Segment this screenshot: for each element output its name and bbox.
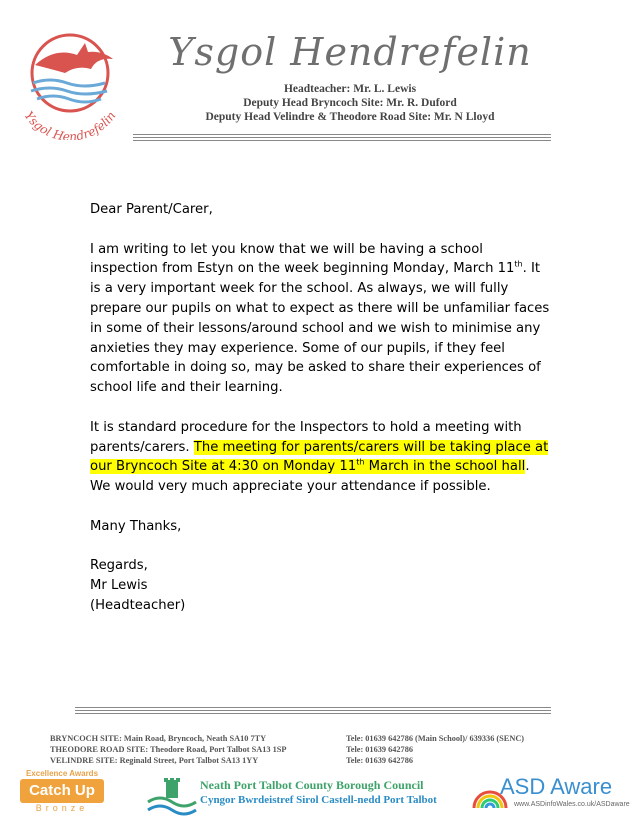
paragraph-inspection: I am writing to let you know that we will be having a school inspection from Estyn on the week beginning Monday, March 11th. It is a very important week for the school. As always, we will fully prepare our pupils on what to expect as there will be unfamiliar faces in some of their lessons/around school and we wish to minimise any anxieties they may experience. Some of our pupils, if they feel comfortable in doing so, may be asked to share their experiences of school life and their learning. bbox=[90, 241, 550, 396]
school-name: Ysgol Hendrefelin bbox=[168, 30, 532, 74]
header-divider bbox=[133, 137, 551, 138]
footer-divider bbox=[75, 713, 551, 714]
header-divider bbox=[133, 140, 551, 141]
headteacher-line: Headteacher: Mr. L. Lewis bbox=[283, 83, 417, 95]
council-logo bbox=[146, 772, 456, 820]
school-logo bbox=[5, 25, 135, 140]
asd-aware-url: www.ASDinfoWales.co.uk/ASDaware bbox=[514, 801, 630, 808]
closing-regards: Regards, bbox=[90, 558, 148, 574]
asd-aware-logo bbox=[470, 770, 630, 822]
deputy-velindre-line: Deputy Head Velindre & Theodore Road Site: Mr. N Lloyd bbox=[205, 111, 495, 123]
salutation: Dear Parent/Carer, bbox=[90, 202, 213, 217]
address-row: VELINDRE SITE: Reginald Street, Port Talbot SA13 1YY Tele: 01639 642786 bbox=[50, 756, 413, 765]
logo-text: Ysgol Hendrefelin bbox=[21, 108, 119, 140]
council-name-welsh: Cyngor Bwrdeistref Sirol Castell-nedd Port Talbot bbox=[200, 794, 437, 806]
catchup-award-logo: Excellence Awards Catch Up Bronze bbox=[12, 769, 112, 821]
footer-divider bbox=[75, 710, 551, 711]
address-row: BRYNCOCH SITE: Main Road, Bryncoch, Neath SA10 7TY Tele: 01639 642786 (Main School)/ 639336 (SENC) bbox=[50, 734, 525, 743]
council-crest-icon bbox=[146, 772, 198, 820]
signer-title: (Headteacher) bbox=[90, 597, 186, 613]
svg-text:Ysgol Hendrefelin bbox=[22, 109, 119, 140]
deputy-bryncoch-line: Deputy Head Bryncoch Site: Mr. R. Duford bbox=[243, 97, 457, 109]
council-name-english: Neath Port Talbot County Borough Council bbox=[200, 778, 424, 792]
header-divider bbox=[133, 134, 551, 135]
letter-body bbox=[90, 200, 550, 616]
site-addresses bbox=[50, 733, 630, 766]
footer-divider bbox=[75, 707, 551, 708]
signer-name: Mr Lewis bbox=[90, 578, 148, 594]
closing-thanks: Many Thanks, bbox=[90, 518, 182, 534]
paragraph-meeting: It is standard procedure for the Inspectors to hold a meeting with parents/carers. The meeting for parents/carers will be taking place at our Bryncoch Site at 4:30 on Monday 11th March in the school hall. We would very much appreciate your attendance if possible. bbox=[90, 419, 549, 495]
asd-aware-name: ASD Aware bbox=[500, 774, 613, 799]
staff-list bbox=[150, 82, 550, 124]
highlighted-meeting-info: The meeting for parents/carers will be taking place at our Bryncoch Site at 4:30 on Monday 11th March in the school hall bbox=[90, 439, 549, 475]
address-row: THEODORE ROAD SITE: Theodore Road, Port Talbot SA13 1SP Tele: 01639 642786 bbox=[50, 745, 413, 754]
